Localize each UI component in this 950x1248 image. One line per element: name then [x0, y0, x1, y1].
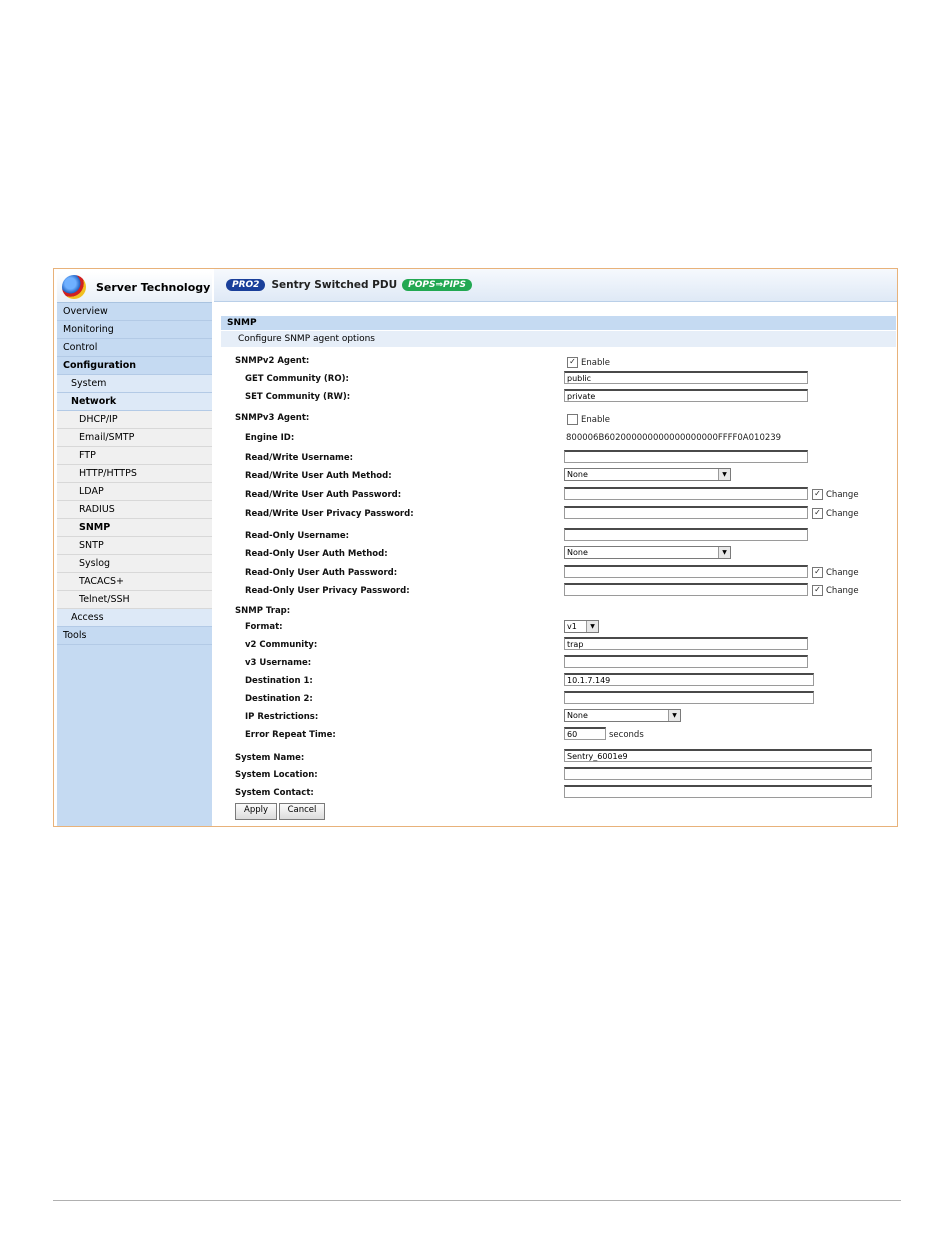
section-title: SNMP: [221, 316, 896, 330]
checkmark-icon: ✓: [812, 489, 823, 500]
ro-privacy-password-label: Read-Only User Privacy Password:: [245, 586, 410, 596]
rw-privacy-password-input[interactable]: [564, 506, 808, 519]
rw-auth-password-label: Read/Write User Auth Password:: [245, 490, 402, 500]
change-label: Change: [826, 489, 859, 500]
format-value: v1: [567, 622, 577, 631]
snmpv3-enable-label: Enable: [581, 414, 610, 425]
checkbox-unchecked-icon: [567, 414, 578, 425]
get-community-input[interactable]: public: [564, 371, 808, 384]
sidebar-nav: [57, 303, 212, 645]
snmpv2-enable-label: Enable: [581, 357, 610, 368]
sidebar-item-telnet-ssh[interactable]: Telnet/SSH: [57, 591, 212, 609]
destination1-input[interactable]: 10.1.7.149: [564, 673, 814, 686]
system-location-label: System Location:: [235, 770, 318, 780]
sidebar-item-ldap[interactable]: LDAP: [57, 483, 212, 501]
system-location-input[interactable]: [564, 767, 872, 780]
sidebar-item-radius[interactable]: RADIUS: [57, 501, 212, 519]
destination2-label: Destination 2:: [245, 694, 313, 704]
chevron-down-icon: ▼: [668, 710, 680, 721]
checkmark-icon: ✓: [567, 357, 578, 368]
destination2-input[interactable]: [564, 691, 814, 704]
system-name-input[interactable]: Sentry_6001e9: [564, 749, 872, 762]
rw-username-input[interactable]: [564, 450, 808, 463]
ro-auth-method-select[interactable]: [564, 546, 731, 559]
destination1-label: Destination 1:: [245, 676, 313, 686]
chevron-down-icon: ▼: [718, 469, 730, 480]
seconds-label: seconds: [609, 730, 644, 740]
sidebar-item-dhcp-ip[interactable]: DHCP/IP: [57, 411, 212, 429]
rw-auth-method-select[interactable]: [564, 468, 731, 481]
sidebar-item-access[interactable]: Access: [57, 609, 212, 627]
sidebar-item-configuration[interactable]: Configuration: [57, 357, 212, 375]
v3-username-input[interactable]: [564, 655, 808, 668]
sidebar-item-monitoring[interactable]: Monitoring: [57, 321, 212, 339]
change-label: Change: [826, 567, 859, 578]
snmpv3-agent-label: SNMPv3 Agent:: [235, 413, 310, 423]
sidebar-item-network[interactable]: Network: [57, 393, 212, 411]
snmp-trap-label: SNMP Trap:: [235, 606, 291, 616]
sidebar-item-control[interactable]: Control: [57, 339, 212, 357]
ip-restrictions-select[interactable]: [564, 709, 681, 722]
get-community-label: GET Community (RO):: [245, 374, 349, 384]
rw-auth-password-input[interactable]: [564, 487, 808, 500]
sidebar-item-overview[interactable]: Overview: [57, 303, 212, 321]
sidebar-item-sntp[interactable]: SNTP: [57, 537, 212, 555]
sidebar-item-email-smtp[interactable]: Email/SMTP: [57, 429, 212, 447]
sidebar-item-tacacs[interactable]: TACACS+: [57, 573, 212, 591]
application-window: [53, 268, 898, 827]
ro-privacy-password-input[interactable]: [564, 583, 808, 596]
set-community-input[interactable]: private: [564, 389, 808, 402]
checkmark-icon: ✓: [812, 585, 823, 596]
engine-id-label: Engine ID:: [245, 433, 295, 443]
cancel-button[interactable]: Cancel: [279, 803, 325, 820]
rw-privacy-password-label: Read/Write User Privacy Password:: [245, 509, 414, 519]
engine-id-value: 800006B602000000000000000000FFFF0A010239: [566, 433, 782, 443]
sidebar-item-http-https[interactable]: HTTP/HTTPS: [57, 465, 212, 483]
rw-auth-method-value: None: [567, 470, 588, 479]
ro-auth-password-change-checkbox[interactable]: [812, 567, 859, 578]
ro-auth-method-value: None: [567, 548, 588, 557]
chevron-down-icon: ▼: [586, 621, 598, 632]
ro-username-label: Read-Only Username:: [245, 531, 350, 541]
sidebar-item-snmp[interactable]: SNMP: [57, 519, 212, 537]
rw-auth-method-label: Read/Write User Auth Method:: [245, 471, 392, 481]
rw-privacy-password-change-checkbox[interactable]: [812, 508, 859, 519]
ip-restrictions-value: None: [567, 711, 588, 720]
brand-name: Server Technology: [96, 280, 211, 294]
pops-pips-badge: POPS⇒PIPS: [402, 279, 472, 291]
v3-username-label: v3 Username:: [245, 658, 312, 668]
product-title: Sentry Switched PDU: [271, 279, 398, 291]
snmpv2-agent-label: SNMPv2 Agent:: [235, 356, 310, 366]
sidebar: [57, 272, 212, 826]
sidebar-item-syslog[interactable]: Syslog: [57, 555, 212, 573]
format-label: Format:: [245, 622, 283, 632]
chevron-down-icon: ▼: [718, 547, 730, 558]
page-header: [214, 269, 897, 302]
ro-auth-password-label: Read-Only User Auth Password:: [245, 568, 398, 578]
change-label: Change: [826, 585, 859, 596]
error-repeat-label: Error Repeat Time:: [245, 730, 336, 740]
ro-auth-password-input[interactable]: [564, 565, 808, 578]
checkmark-icon: ✓: [812, 567, 823, 578]
system-contact-input[interactable]: [564, 785, 872, 798]
v2-community-label: v2 Community:: [245, 640, 318, 650]
main-panel: [214, 269, 897, 826]
v2-community-input[interactable]: trap: [564, 637, 808, 650]
ro-privacy-password-change-checkbox[interactable]: [812, 585, 859, 596]
format-select[interactable]: [564, 620, 599, 633]
system-contact-label: System Contact:: [235, 788, 314, 798]
sidebar-item-tools[interactable]: Tools: [57, 627, 212, 645]
globe-logo-icon: [62, 275, 86, 299]
error-repeat-input[interactable]: 60: [564, 727, 606, 740]
logo: [57, 272, 212, 303]
snmpv3-enable-checkbox[interactable]: [567, 414, 610, 425]
system-name-label: System Name:: [235, 753, 305, 763]
ip-restrictions-label: IP Restrictions:: [245, 712, 319, 722]
change-label: Change: [826, 508, 859, 519]
set-community-label: SET Community (RW):: [245, 392, 351, 402]
ro-auth-method-label: Read-Only User Auth Method:: [245, 549, 388, 559]
section-subtitle: Configure SNMP agent options: [221, 331, 896, 347]
snmpv2-enable-checkbox[interactable]: [567, 357, 610, 368]
sidebar-item-ftp[interactable]: FTP: [57, 447, 212, 465]
sidebar-item-system[interactable]: System: [57, 375, 212, 393]
ro-username-input[interactable]: [564, 528, 808, 541]
apply-button[interactable]: Apply: [235, 803, 277, 820]
checkmark-icon: ✓: [812, 508, 823, 519]
page-footer-divider: [53, 1200, 901, 1201]
rw-auth-password-change-checkbox[interactable]: [812, 489, 859, 500]
pro2-badge: PRO2: [226, 279, 265, 291]
rw-username-label: Read/Write Username:: [245, 453, 354, 463]
